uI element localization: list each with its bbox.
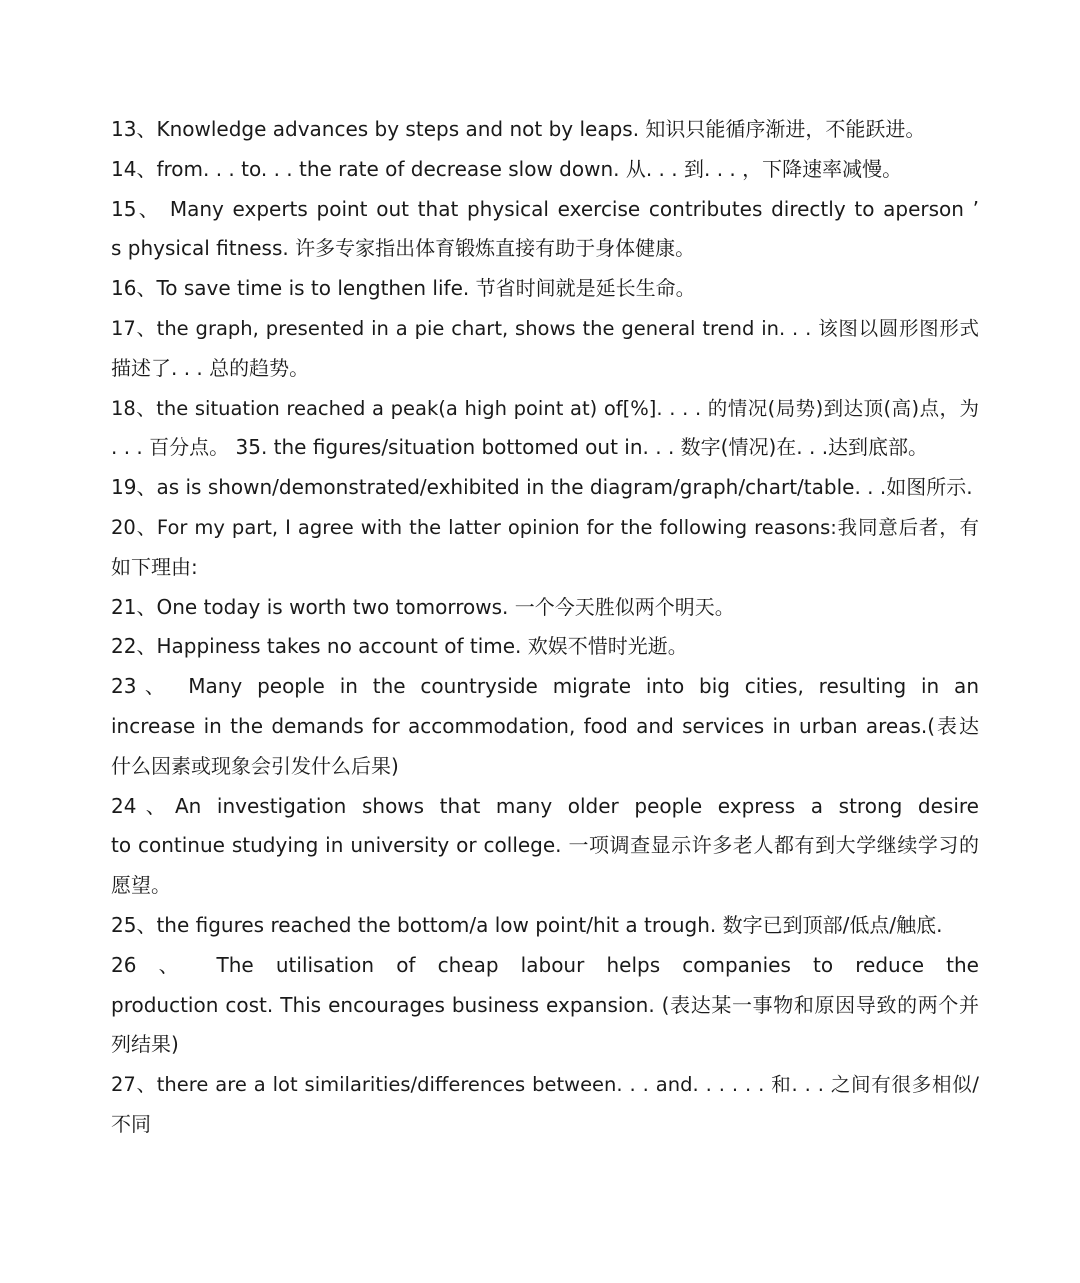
text-line: 20、For my part, I agree with the latter opinion for the following reasons:我同意后者，有 (111, 515, 979, 539)
text-line: 描述了. . . 总的趋势。 (111, 355, 310, 380)
text-line: 25、the figures reached the bottom/a low point/hit a trough. 数字已到顶部/低点/触底. (111, 912, 943, 937)
text-line: 19、as is shown/demonstrated/exhibited in the diagram/graph/chart/table. . .如图所示. (111, 475, 973, 500)
text-line: 26 、 The utilisation of cheap labour helps companies to reduce the (111, 952, 979, 977)
text-line: . . . 百分点。 35. the figures/situation bottomed out in. . . 数字(情况)在. . .达到底部。 (111, 435, 929, 460)
text-line: 愿望。 (111, 873, 171, 898)
text-line: 15、 Many experts point out that physical exercise contributes directly to aperson ’ (111, 196, 979, 221)
text-line: 列结果) (111, 1032, 179, 1057)
text-line: 22、Happiness takes no account of time. 欢娱不惜时光逝。 (111, 634, 688, 659)
text-line: 14、from. . . to. . . the rate of decrease slow down. 从. . . 到. . . ，下降速率减慢。 (111, 156, 903, 181)
text-line: 13、Knowledge advances by steps and not by leaps. 知识只能循序渐进，不能跃进。 (111, 117, 926, 141)
text-line: 什么因素或现象会引发什么后果) (111, 753, 399, 778)
text-line: 27、there are a lot similarities/differences between. . . and. . . . . . 和. . . 之间有很多相似/ (111, 1073, 979, 1097)
text-line: to continue studying in university or college. 一项调查显示许多老人都有到大学继续学习的 (111, 833, 979, 858)
text-line: 17、the graph, presented in a pie chart, shows the general trend in. . . 该图以圆形图形式 (111, 316, 979, 340)
text-line: increase in the demands for accommodation, food and services in urban areas.(表达 (111, 713, 979, 738)
text-line: 16、To save time is to lengthen life. 节省时间就是延长生命。 (111, 276, 696, 301)
text-line: 24、An investigation shows that many older people express a strong desire (111, 793, 979, 818)
text-line: 不同 (111, 1111, 151, 1136)
document-page (111, 110, 979, 1145)
text-line: 18、the situation reached a peak(a high point at) of[%]. . . . 的情况(局势)到达顶(高)点，为 (111, 396, 979, 420)
text-line: production cost. This encourages business expansion. (表达某一事物和原因导致的两个并 (111, 992, 979, 1017)
text-line: 23、 Many people in the countryside migrate into big cities, resulting in an (111, 674, 979, 699)
text-line: s physical fitness. 许多专家指出体育锻炼直接有助于身体健康。 (111, 236, 696, 261)
text-line: 21、One today is worth two tomorrows. 一个今天胜似两个明天。 (111, 594, 735, 619)
text-line: 如下理由: (111, 554, 198, 579)
